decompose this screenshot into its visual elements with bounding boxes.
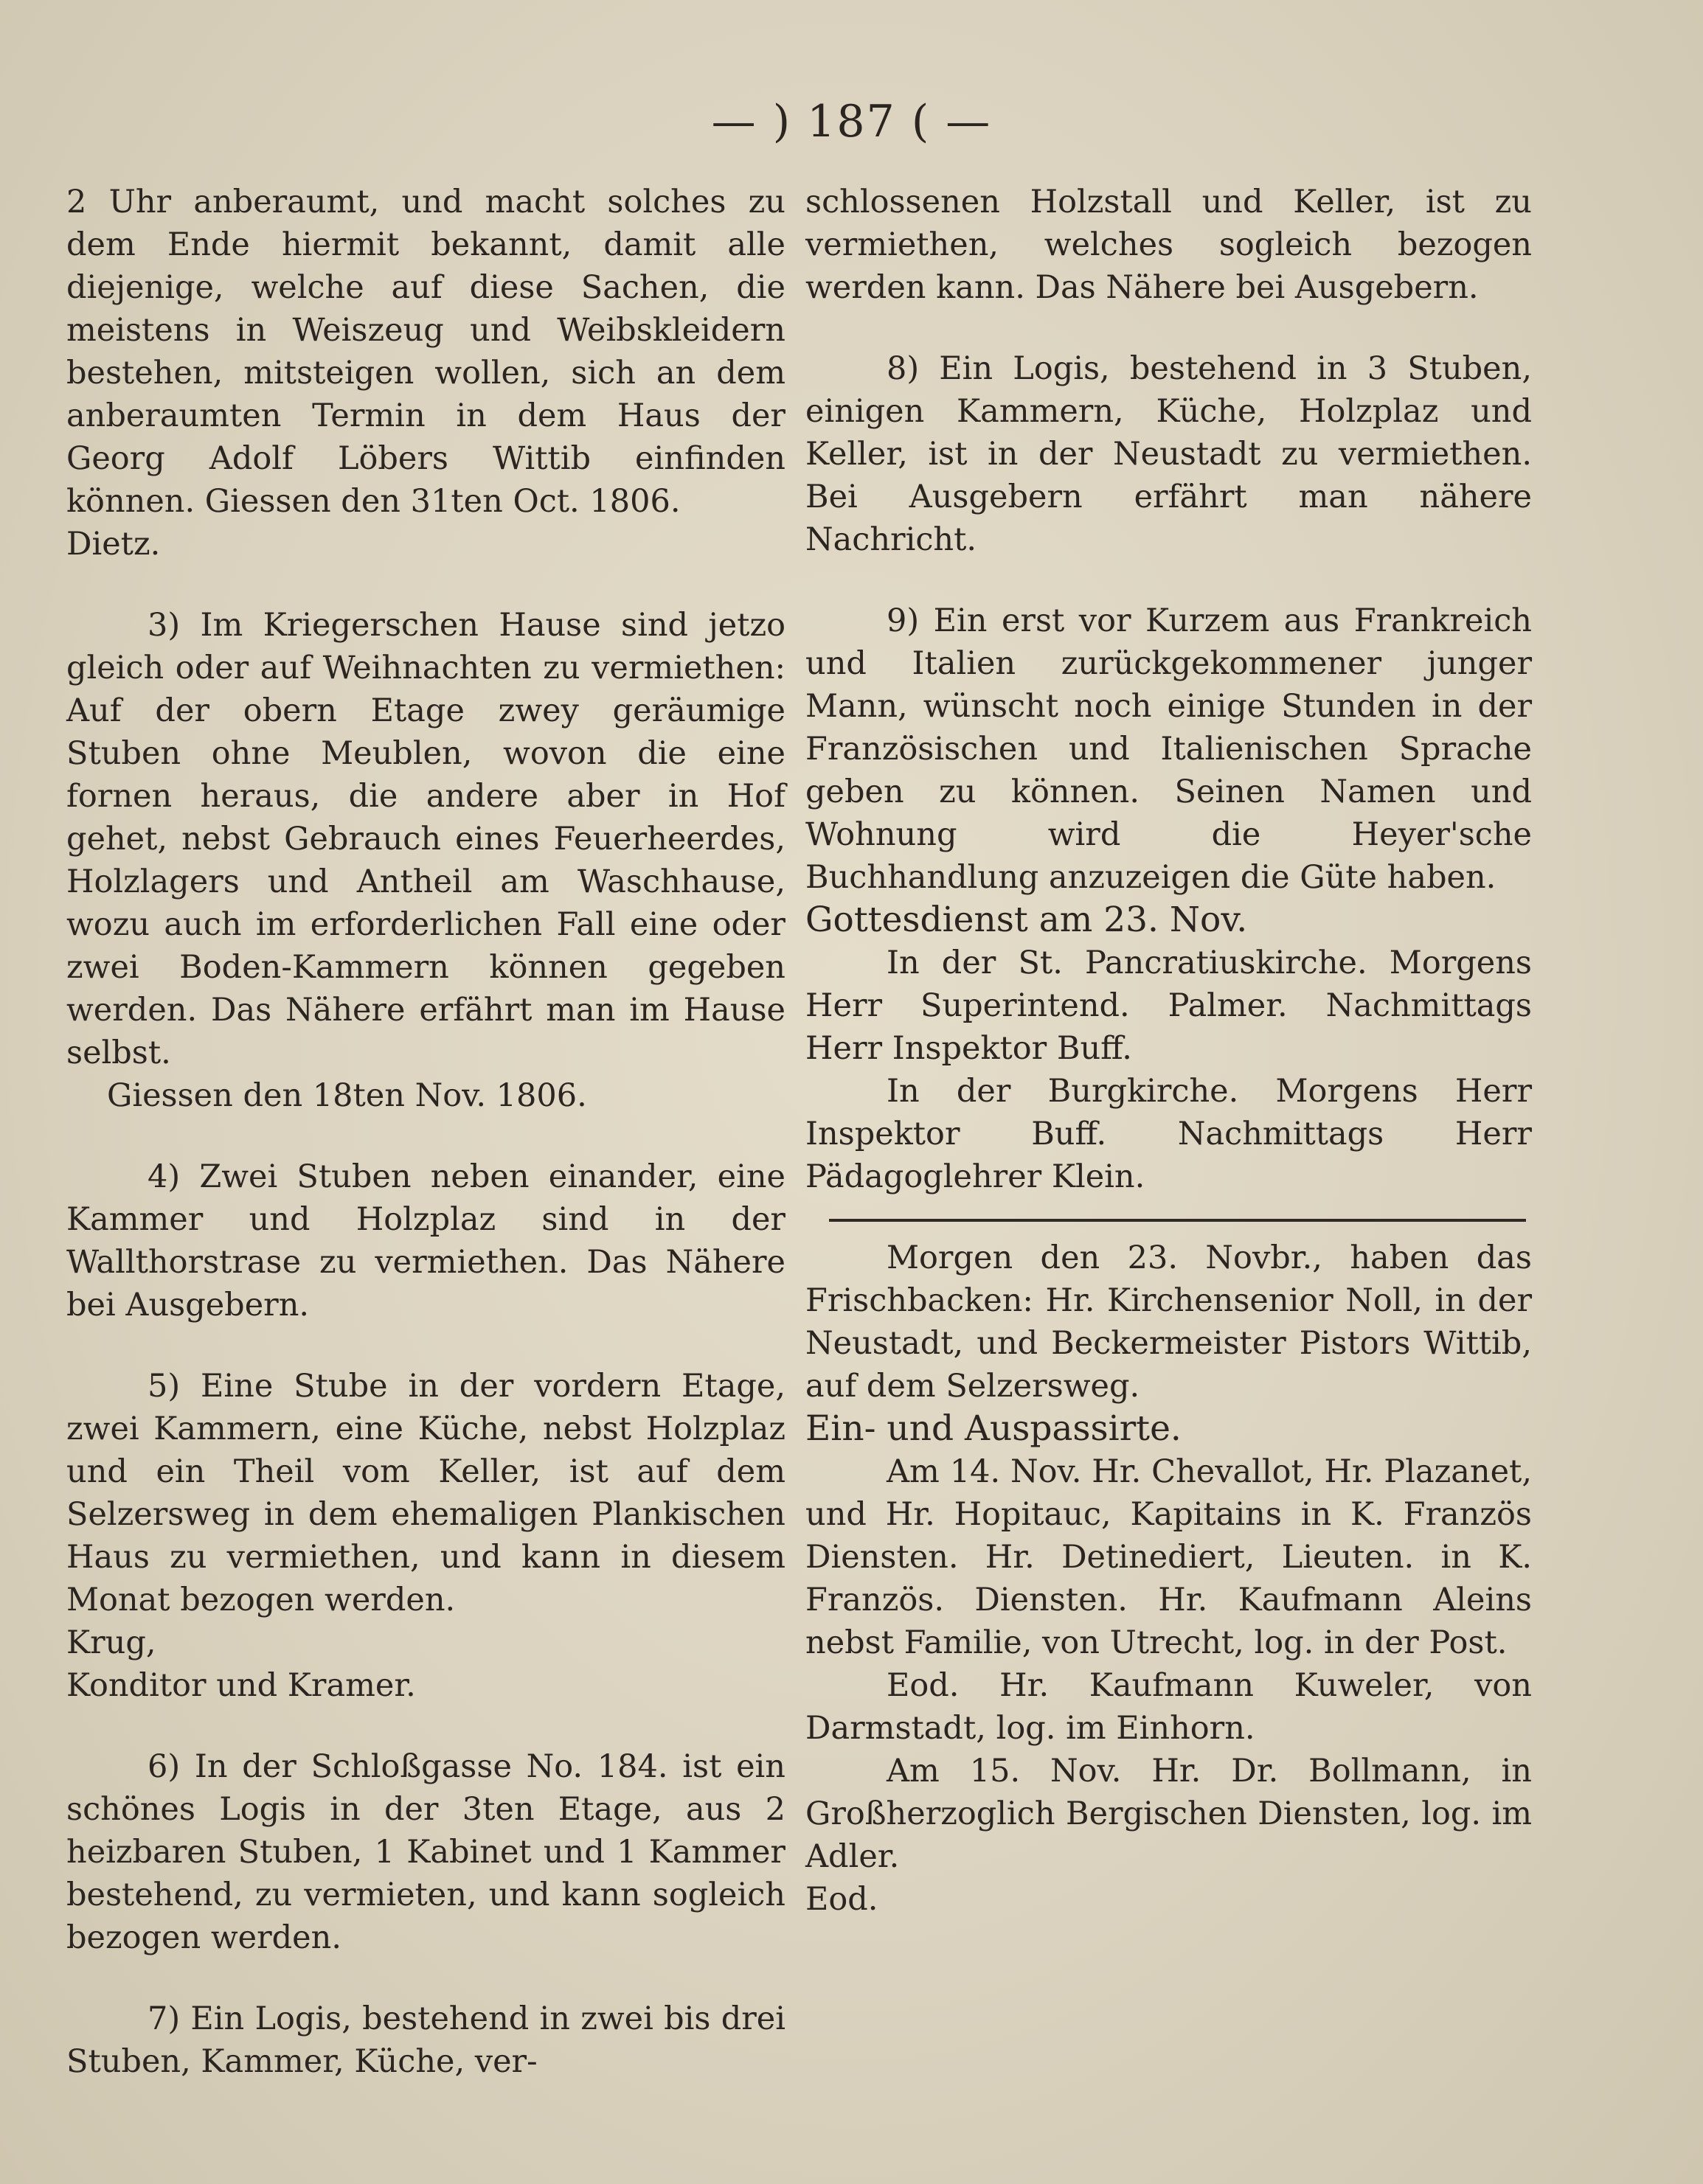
notice-7-logis-start: 7) Ein Logis, bestehend in zwei bis drei Stuben, Kammer, Küche, ver-	[66, 2000, 785, 2080]
notice-frischbacken: Morgen den 23. Novbr., haben das Frischbacken: Hr. Kirchensenior Noll, in der Neustadt, und Beckermeister Pistors Wittib, auf dem Selzersweg.	[805, 1239, 1532, 1405]
notice-5-stube-vordere-etage: 5) Eine Stube in der vordern Etage, zwei Kammern, eine Küche, nebst Holzplaz und ein Theil vom Keller, ist auf dem Selzersweg in dem ehemaligen Plankischen Haus zu vermiethen, und kann in diesem Monat bezogen werden.	[66, 1368, 785, 1618]
right-column	[805, 181, 1532, 1921]
notice-7-logis-continuation: schlossenen Holzstall und Keller, ist zu vermiethen, welches sogleich bezogen werden kann. Das Nähere bei Ausgebern.	[805, 184, 1532, 306]
notice-6-schlossgasse: 6) In der Schloßgasse No. 184. ist ein schönes Logis in der 3ten Etage, aus 2 heizbaren Stuben, 1 Kabinet und 1 Kammer bestehend, zu vermieten, und kann sogleich bezogen werden.	[66, 1748, 785, 1956]
notice-auction-continuation: 2 Uhr anberaumt, und macht solches zu dem Ende hiermit bekannt, damit alle diejenige, welche auf diese Sachen, die meistens in Weiszeug und Weibskleidern bestehen, mitsteigen wollen, sich an dem anberaumten Termin in dem Haus der Georg Adolf Löbers Wittib einfinden können. Giessen den 31ten Oct. 1806.	[66, 184, 785, 520]
left-column	[66, 181, 785, 2083]
notice-3-kriegersches-haus: 3) Im Kriegerschen Hause sind jetzo gleich oder auf Weihnachten zu vermiethen: Auf der obern Etage zwey geräumige Stuben ohne Meublen, wovon die eine fornen heraus, die andere aber in Hof gehet, nebst Gebrauch eines Feuerheerdes, Holzlagers und Antheil am Waschhause, wozu auch im erforderlichen Fall eine oder zwei Boden-Kammern können gegeben werden. Das Nähere erfährt man im Hause selbst.	[66, 607, 785, 1071]
catchword: Eod.	[805, 1881, 878, 1918]
page-number: — ) 187 ( —	[711, 96, 992, 147]
notice-signature-dietz: Dietz.	[66, 526, 161, 563]
notice-4-zwei-stuben: 4) Zwei Stuben neben einander, eine Kammer und Holzplaz sind in der Wallthorstrase zu vermiethen. Das Nähere bei Ausgebern.	[66, 1158, 785, 1324]
section-title-gottesdienst: Gottesdienst am 23. Nov.	[805, 900, 1248, 940]
service-pancratiuskirche: In der St. Pancratiuskirche. Morgens Herr Superintend. Palmer. Nachmittags Herr Inspektor Buff.	[805, 945, 1532, 1067]
notice-5-signature-name: Krug,	[66, 1624, 156, 1661]
travel-entry-15-nov: Am 15. Nov. Hr. Dr. Bollmann, in Großherzoglich Bergischen Diensten, log. im Adler.	[805, 1753, 1532, 1875]
travel-entry-eod-kuweler: Eod. Hr. Kaufmann Kuweler, von Darmstadt, log. im Einhorn.	[805, 1667, 1532, 1747]
notice-5-signature-trade: Konditor und Kramer.	[66, 1667, 416, 1704]
notice-8-logis-neustadt: 8) Ein Logis, bestehend in 3 Stuben, einigen Kammern, Küche, Holzplaz und Keller, ist in der Neustadt zu vermiethen. Bei Ausgebern erfährt man nähere Nachricht.	[805, 350, 1532, 558]
travel-entry-14-nov: Am 14. Nov. Hr. Chevallot, Hr. Plazanet, und Hr. Hopitauc, Kapitains in K. Französ Diensten. Hr. Detinediert, Lieuten. in K. Französ. Diensten. Hr. Kaufmann Aleins nebst Familie, von Utrecht, log. in der Post.	[805, 1453, 1532, 1661]
section-title-passirte: Ein- und Auspassirte.	[805, 1408, 1182, 1449]
notice-3-date: Giessen den 18ten Nov. 1806.	[107, 1077, 587, 1114]
service-burgkirche: In der Burgkirche. Morgens Herr Inspektor Buff. Nachmittags Herr Pädagoglehrer Klein.	[805, 1073, 1532, 1195]
section-divider	[829, 1219, 1526, 1222]
notice-9-sprachlehrer: 9) Ein erst vor Kurzem aus Frankreich und Italien zurückgekommener junger Mann, wünscht noch einige Stunden in der Französischen und Italienischen Sprache geben zu können. Seinen Namen und Wohnung wird die Heyer'sche Buchhandlung anzuzeigen die Güte haben.	[805, 602, 1532, 896]
